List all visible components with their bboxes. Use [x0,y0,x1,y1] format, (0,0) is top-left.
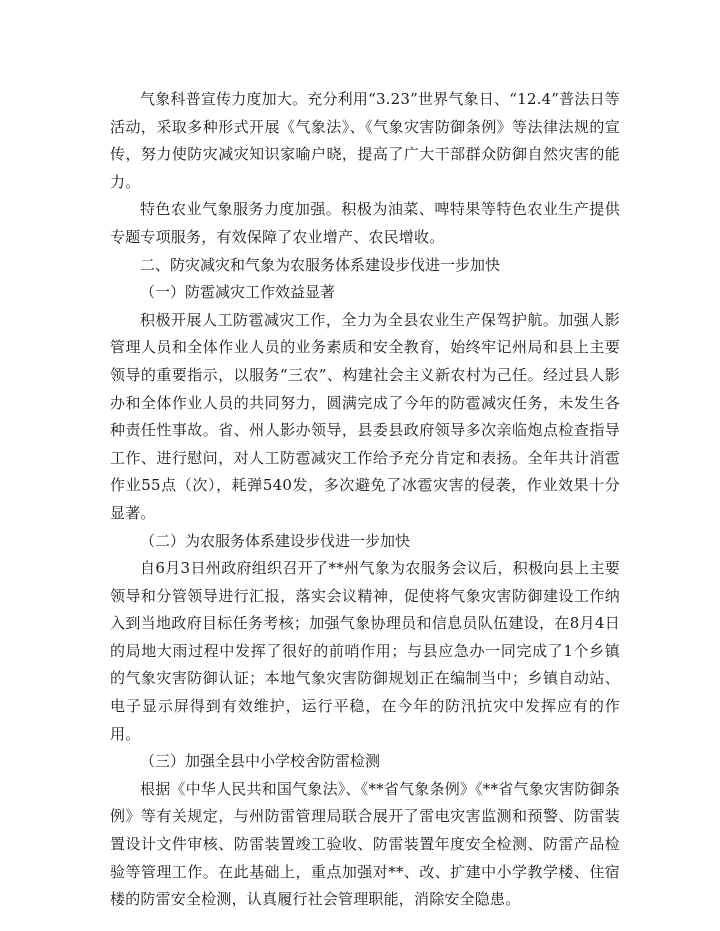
subheading-hail-prevention: （一）防雹减灾工作效益显著 [140,283,336,302]
paragraph-agriculture-service-system: 自6月3日州政府组织召开了**州气象为农服务会议后，积极向县上主要领导和分管领导进行汇报，落实会议精神，促使将气象灾害防御建设工作纳入到当地政府目标任务考核；加强气象协理员和信息员队伍建设，在8月4日的局地大雨过程中发挥了很好的前哨作用；与县应急办一同完成了1个乡镇的气象灾害防御认证；本地气象灾害防御规划正在编制当中；乡镇自动站、电子显示屏得到有效维护，运行平稳，在今年的防汛抗灾中发挥应有的作用。 [110,559,620,743]
section-heading-disaster-reduction: 二、防灾减灾和气象为农服务体系建设步伐进一步加快 [140,255,501,274]
subheading-agriculture-service-system: （二）为农服务体系建设步伐进一步加快 [140,531,411,550]
paragraph-hail-prevention: 积极开展人工防雹减灾工作，全力为全县农业生产保驾护航。加强人影管理人员和全体作业人员的业务素质和安全教育，始终牢记州局和县上主要领导的重要指示，以服务“三农”、构建社会主义新农村为己任。经过县人影办和全体作业人员的共同努力，圆满完成了今年的防雹减灾任务，未发生各种责任性事故。省、州人影办领导，县委县政府领导多次亲临炮点检查指导工作、进行慰问，对人工防雹减灾工作给予充分肯定和表扬。全年共计消雹作业55点（次），耗弹540发，多次避免了冰雹灾害的侵袭，作业效果十分显著。 [110,310,620,522]
document-body [110,86,620,914]
paragraph-special-agriculture-service: 特色农业气象服务力度加强。积极为油菜、啤特果等特色农业生产提供专题专项服务，有效保障了农业增产、农民增收。 [110,200,620,246]
paragraph-school-lightning-protection: 根据《中华人民共和国气象法》、《**省气象条例》《**省气象灾害防御条例》等有关规定，与州防雷管理局联合展开了雷电灾害监测和预警、防雷装置设计文件审核、防雷装置竣工验收、防雷装置年度安全检测、防雷产品检验等管理工作。在此基础上，重点加强对**、改、扩建中小学教学楼、住宿楼的防雷安全检测，认真履行社会管理职能，消除安全隐患。 [110,779,620,909]
paragraph-weather-science-publicity: 气象科普宣传力度加大。充分利用“3.23”世界气象日、“12.4”普法日等活动，采取多种形式开展《气象法》、《气象灾害防御条例》等法律法规的宣传，努力使防灾减灾知识家喻户晓，提高了广大干部群众防御自然灾害的能力。 [110,90,620,191]
subheading-school-lightning-protection: （三）加强全县中小学校舍防雷检测 [140,752,381,771]
